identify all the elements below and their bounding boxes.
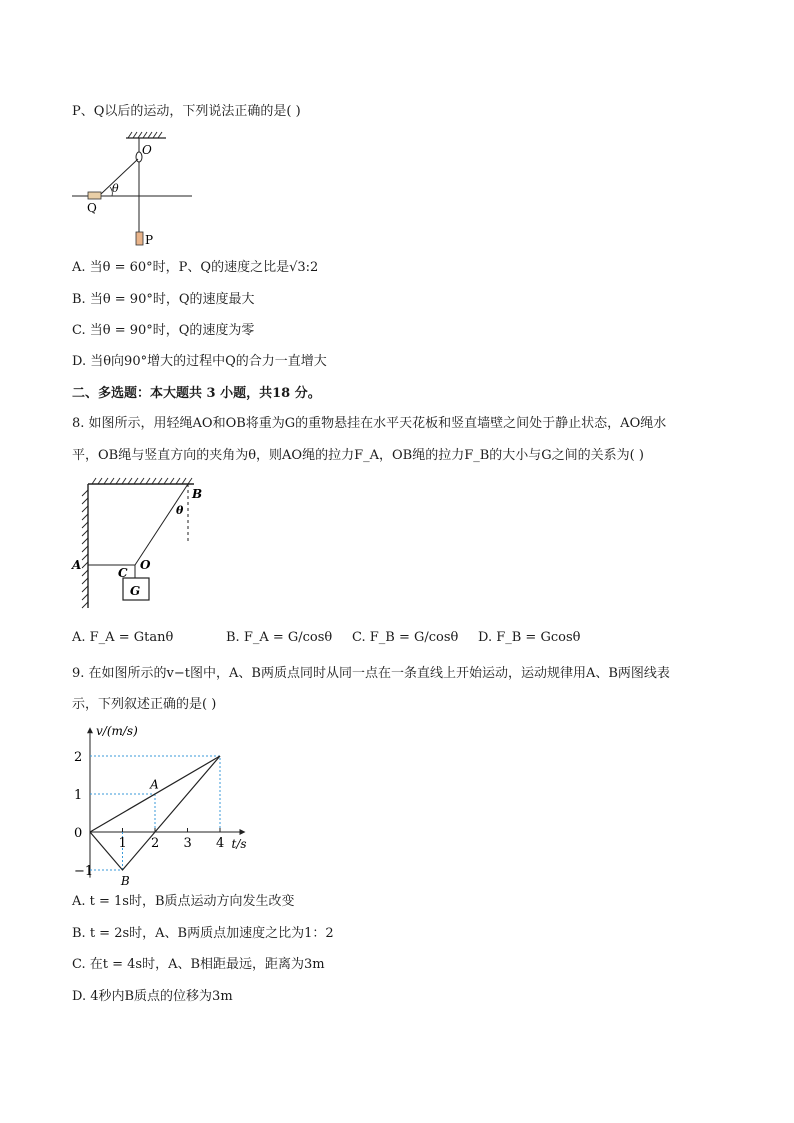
- block-P: [136, 232, 143, 245]
- y-axis-arrow: [87, 727, 93, 733]
- section-title: 二、多选题：本大题共 3 小题，共18 分。: [72, 386, 321, 401]
- label-A: A: [72, 558, 82, 572]
- q8-stem-line2: 平，OB绳与竖直方向的夹角为θ，则AO绳的拉力F_A，OB绳的拉力F_B的大小与G之间的关系为( ): [72, 448, 644, 463]
- label-P: P: [145, 233, 154, 247]
- q7-figure: [68, 128, 198, 250]
- label-theta: θ: [176, 504, 184, 517]
- label-G: G: [130, 584, 141, 598]
- q8-option-d: D. F_B = Gcosθ: [478, 630, 581, 645]
- q9-option-b: B. t = 2s时，A、B两质点加速度之比为1：2: [72, 926, 334, 941]
- x-tick-label-3: 3: [183, 836, 192, 851]
- q9-option-d: D. 4秒内B质点的位移为3m: [72, 989, 233, 1004]
- q7-option-a: A. 当θ = 60°时，P、Q的速度之比是√3:2: [72, 260, 319, 275]
- wall-hatch: [82, 490, 88, 608]
- x-tick-label-1: 1: [118, 836, 127, 851]
- q8-option-c: C. F_B = G/cosθ: [352, 630, 459, 645]
- q8-stem-line1: 8. 如图所示，用轻绳AO和OB将重为G的重物悬挂在水平天花板和竖直墙壁之间处于静止状态，AO绳水: [72, 416, 667, 431]
- q9-option-a: A. t = 1s时，B质点运动方向发生改变: [72, 894, 295, 909]
- y-tick-label-1: 1: [74, 788, 83, 803]
- ceiling-hatch: [128, 132, 162, 138]
- ceiling-hatch: [92, 478, 192, 484]
- y-tick-label-2: 0: [74, 826, 83, 841]
- x-axis-label: t/s: [231, 837, 247, 851]
- q9-stem-line2: 示，下列叙述正确的是( ): [72, 697, 217, 712]
- rope-OQ: [101, 159, 138, 194]
- label-O: O: [140, 558, 151, 572]
- x-tick-label-4: 4: [216, 836, 225, 851]
- q7-option-b: B. 当θ = 90°时，Q的速度最大: [72, 292, 255, 307]
- q7-option-c: C. 当θ = 90°时，Q的速度为零: [72, 323, 255, 338]
- q8-option-a: A. F_A = Gtanθ: [72, 630, 174, 645]
- y-tick-label-3: −1: [74, 864, 94, 879]
- y-tick-label-0: 2: [74, 750, 83, 765]
- vt-chart: [68, 718, 278, 888]
- q7-stem: P、Q以后的运动，下列说法正确的是( ): [72, 104, 301, 119]
- series-label-B: B: [120, 874, 130, 888]
- q9-option-c: C. 在t = 4s时，A、B相距最远，距离为3m: [72, 957, 325, 972]
- series-label-A: A: [150, 777, 159, 792]
- q9-stem-line1: 9. 在如图所示的v−t图中，A、B两质点同时从同一点在一条直线上开始运动，运动规律用A、B两图线表: [72, 666, 670, 681]
- block-Q: [88, 192, 101, 199]
- label-theta: θ: [112, 182, 119, 195]
- y-axis-label: v/(m/s): [96, 724, 138, 739]
- series-line-B: [90, 756, 220, 870]
- x-tick-label-2: 2: [151, 836, 160, 851]
- label-Q: Q: [87, 201, 97, 215]
- x-axis-arrow: [240, 829, 246, 835]
- label-O: O: [142, 143, 152, 157]
- label-C: C: [118, 566, 128, 580]
- series-line-A: [90, 756, 220, 832]
- q8-figure: [68, 476, 218, 612]
- q8-option-b: B. F_A = G/cosθ: [226, 630, 333, 645]
- rope-OB: [135, 484, 188, 565]
- q7-option-d: D. 当θ向90°增大的过程中Q的合力一直增大: [72, 354, 327, 369]
- label-B: B: [192, 487, 203, 501]
